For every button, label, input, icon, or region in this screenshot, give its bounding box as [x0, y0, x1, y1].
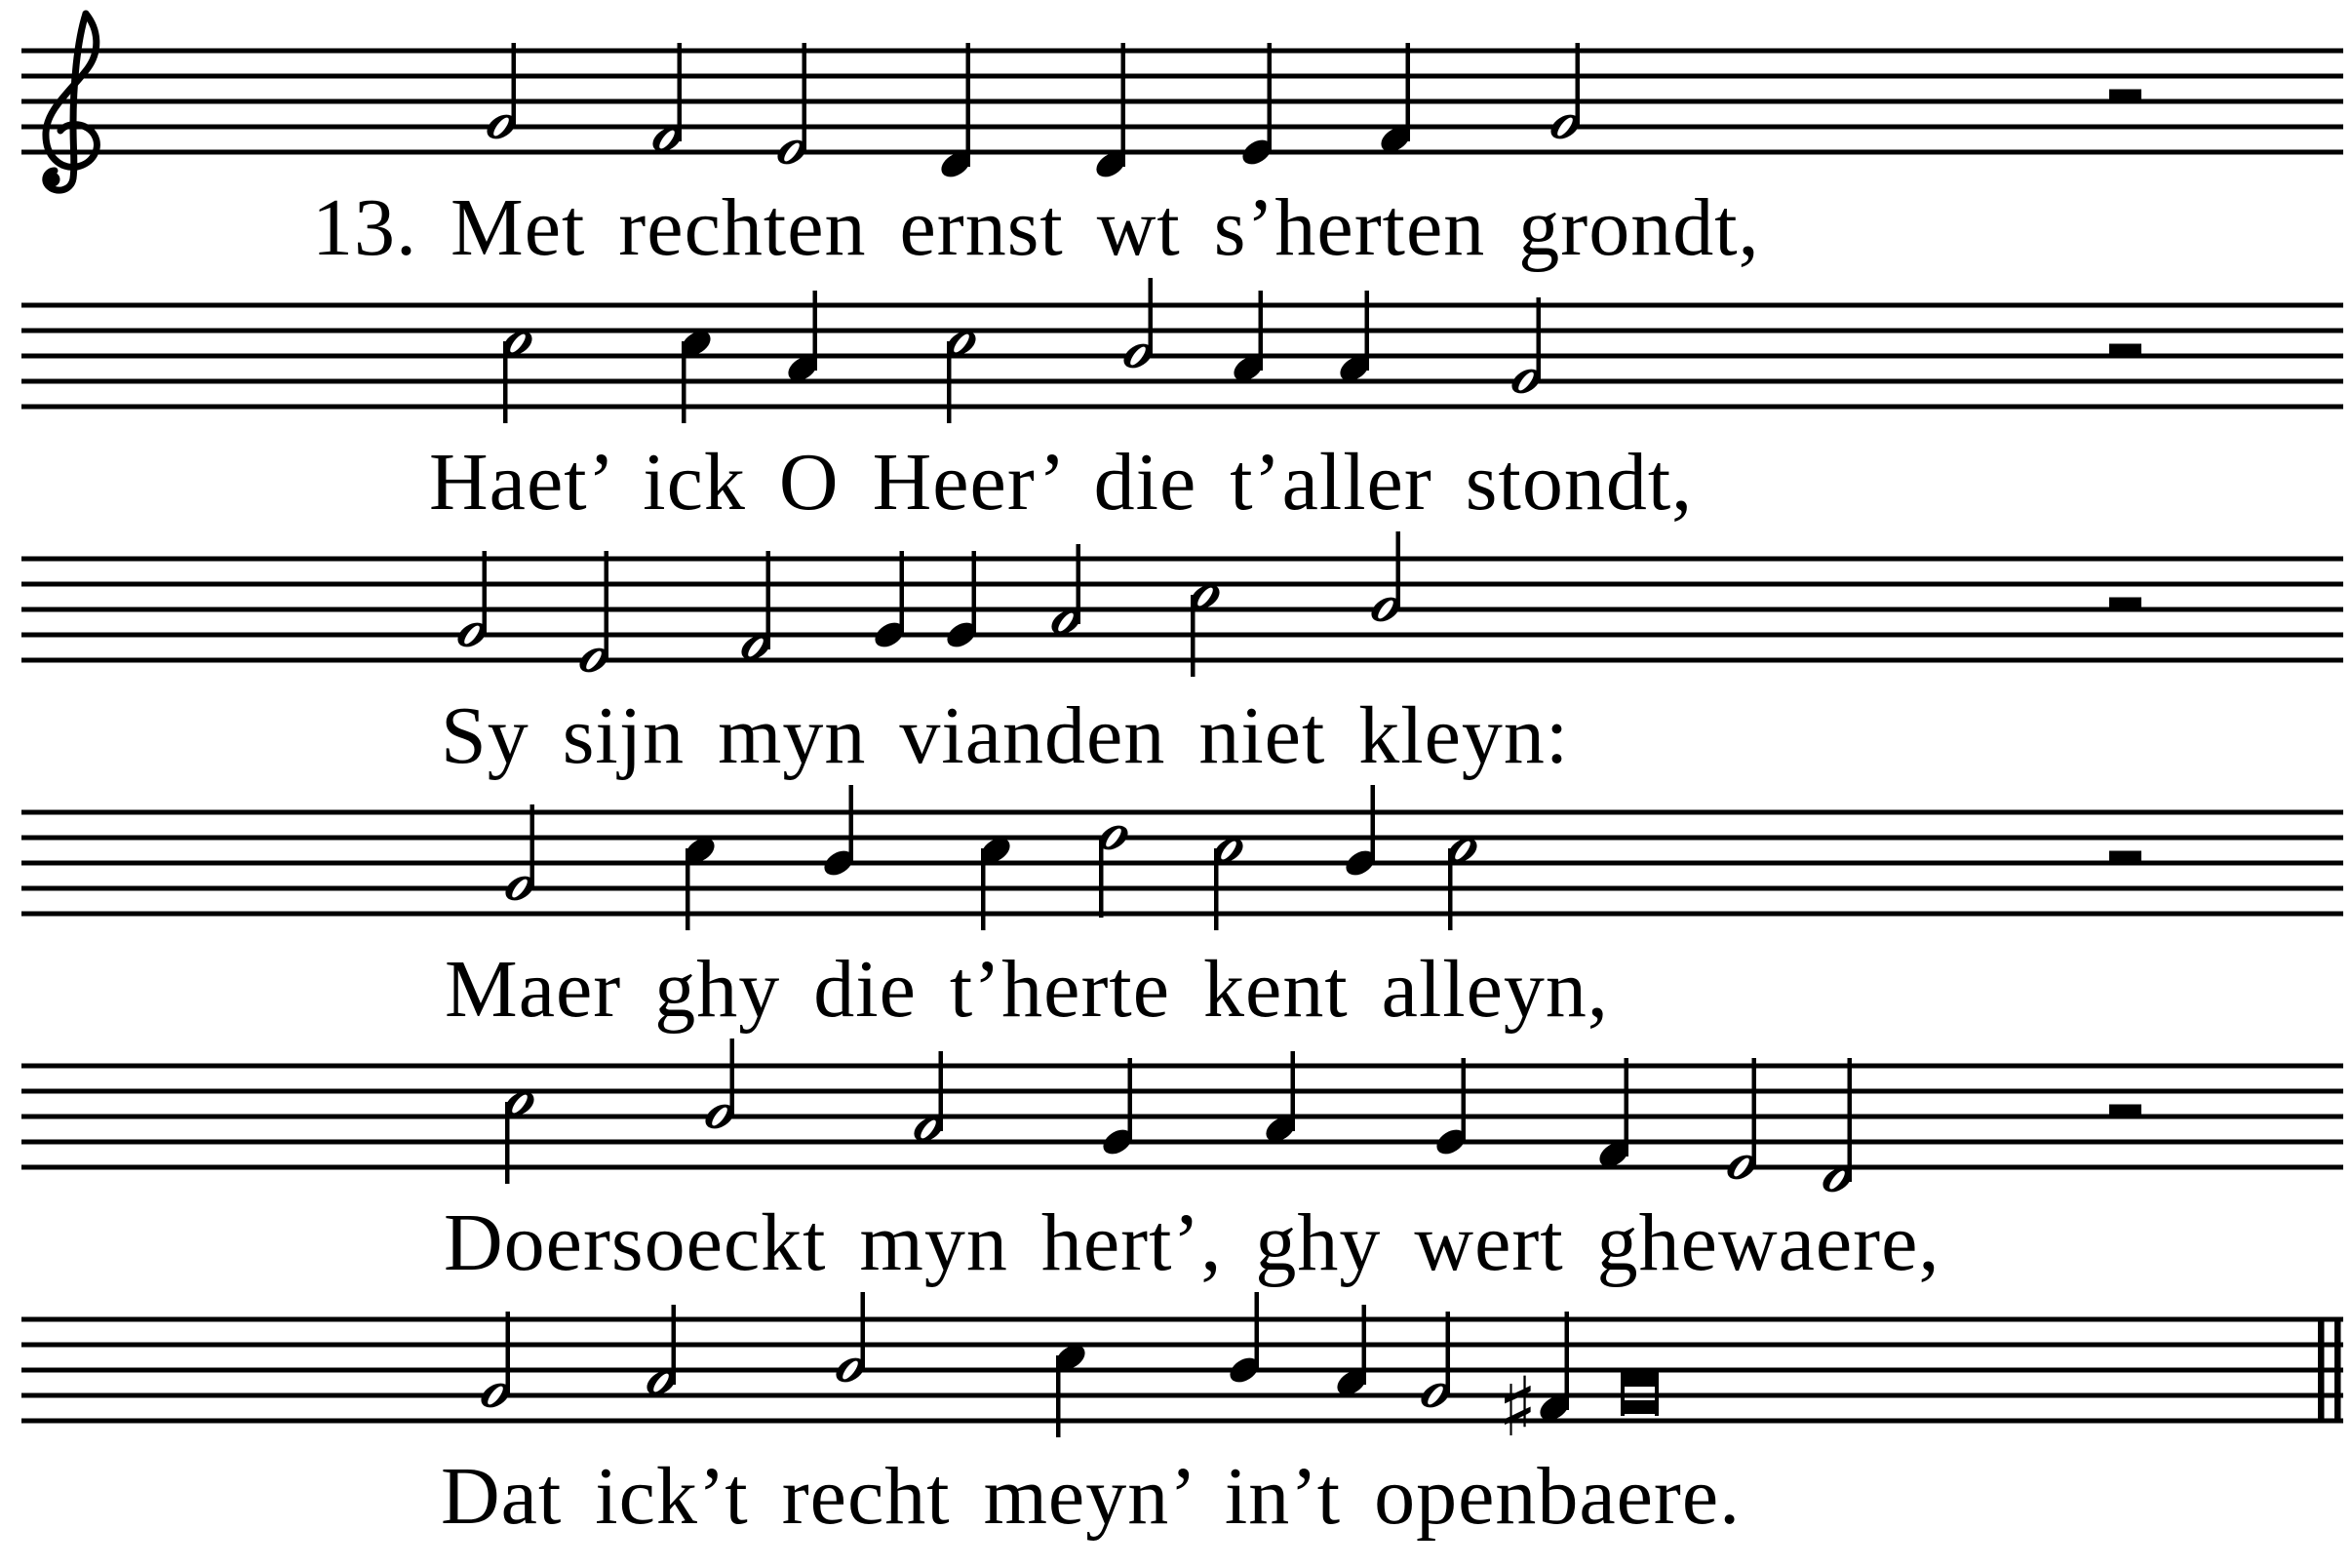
- note-stem: [1537, 297, 1542, 383]
- note-stem: [1446, 1312, 1451, 1397]
- staff-line: [21, 1089, 2343, 1094]
- note-stem: [1576, 43, 1581, 129]
- staff-line: [21, 405, 2343, 410]
- staff-line: [21, 886, 2343, 891]
- lyric-line-3: Sy sijn myn vianden niet kleyn:: [441, 690, 1570, 781]
- barline: [2334, 1317, 2341, 1423]
- note-stem: [1462, 1058, 1467, 1144]
- lyric-line-6: Dat ick’t recht meyn’ in’t openbaere.: [441, 1451, 1742, 1542]
- lyric-line-2: Haet’ ick O Heer’ die t’aller stondt,: [429, 437, 1694, 528]
- half-rest: [2109, 598, 2141, 610]
- barline: [2318, 1317, 2325, 1423]
- staff-line: [21, 1064, 2343, 1069]
- note-stem: [483, 551, 488, 637]
- staff-line: [21, 1317, 2343, 1322]
- note-stem: [1625, 1058, 1629, 1156]
- staff-line: [21, 125, 2343, 130]
- note-stem: [678, 43, 683, 141]
- lyric-line-5: Doersoeckt myn hert’, ghy wert ghewaere,: [444, 1197, 1940, 1288]
- note-stem: [900, 551, 905, 637]
- staff-line: [21, 912, 2343, 917]
- staff-line: [21, 1419, 2343, 1424]
- staff-line: [21, 99, 2343, 104]
- half-rest: [2109, 1105, 2141, 1117]
- staff-line: [21, 1393, 2343, 1398]
- lyric-line-4: Maer ghy die t’herte kent alleyn,: [445, 944, 1609, 1035]
- note-stem: [1565, 1312, 1570, 1410]
- lyric-line-1: 13. Met rechten ernst wt s’herten grondt,: [312, 182, 1760, 273]
- staff-line: [21, 1115, 2343, 1119]
- staff-line: [21, 633, 2343, 638]
- note-stem: [1752, 1058, 1757, 1169]
- note-stem: [506, 1312, 511, 1397]
- note-stem: [972, 551, 977, 637]
- note-stem: [803, 43, 807, 154]
- note-stem: [1121, 43, 1126, 167]
- staff-line: [21, 150, 2343, 155]
- staff-line: [21, 1343, 2343, 1348]
- staff-line: [21, 1140, 2343, 1145]
- breve-bar: [1621, 1372, 1659, 1387]
- staff-line: [21, 74, 2343, 79]
- note-stem: [1848, 1058, 1853, 1182]
- staff-line: [21, 658, 2343, 663]
- note-stem: [605, 551, 609, 662]
- note-stem: [530, 804, 535, 890]
- note-stem: [966, 43, 971, 167]
- note-stem: [766, 551, 771, 649]
- staff-line: [21, 836, 2343, 841]
- staff-line: [21, 354, 2343, 359]
- staff-line: [21, 49, 2343, 54]
- note-stem: [1128, 1058, 1133, 1144]
- breve-bar: [1621, 1400, 1659, 1414]
- sharp-accidental-icon: ♯: [1498, 1359, 1538, 1455]
- note-stem: [512, 43, 517, 129]
- staff-line: [21, 861, 2343, 866]
- staff-line: [21, 379, 2343, 384]
- staff-line: [21, 303, 2343, 308]
- note-stem: [1268, 43, 1273, 154]
- half-rest: [2109, 90, 2141, 102]
- half-rest: [2109, 344, 2141, 357]
- staff-line: [21, 582, 2343, 587]
- note-stem: [1406, 43, 1411, 141]
- staff-line: [21, 608, 2343, 612]
- staff-line: [21, 810, 2343, 815]
- staff-line: [21, 329, 2343, 333]
- half-rest: [2109, 851, 2141, 864]
- staff-line: [21, 1165, 2343, 1170]
- staff-line: [21, 1368, 2343, 1373]
- staff-line: [21, 557, 2343, 562]
